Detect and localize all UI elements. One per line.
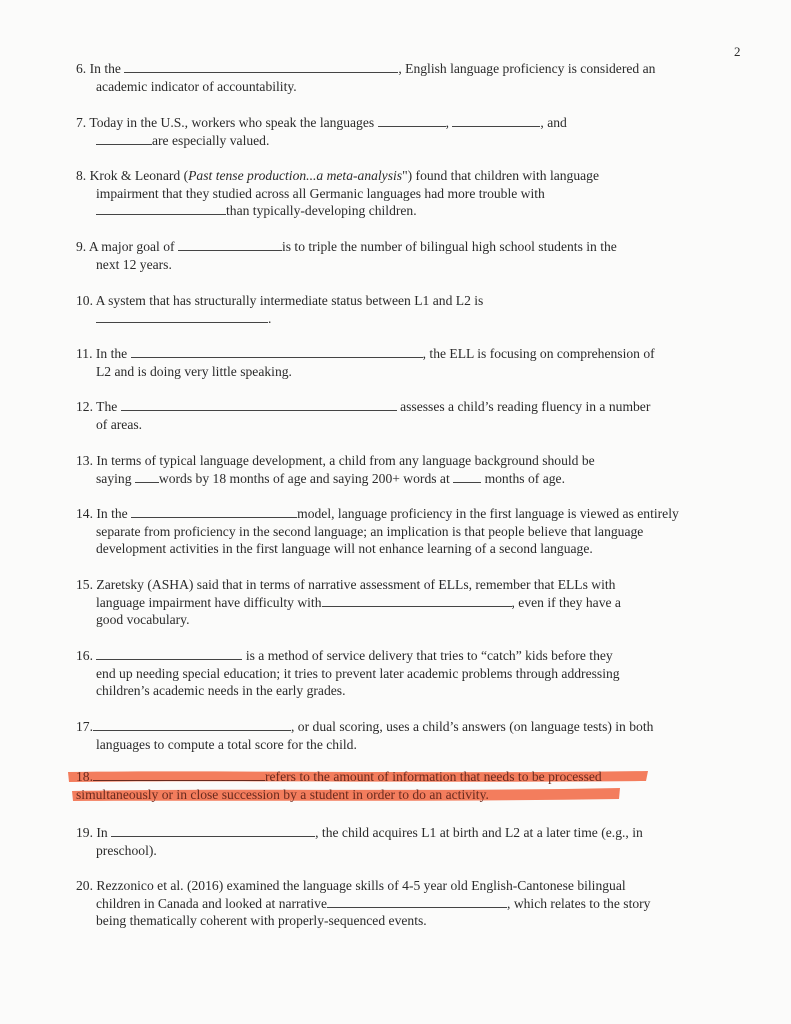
q18-blank[interactable] bbox=[93, 768, 265, 781]
q8-text-d: than typically-developing children. bbox=[226, 203, 417, 218]
q9-text-a: is to triple the number of bilingual high school students in the bbox=[281, 239, 617, 254]
q19-text-b: preschool). bbox=[96, 842, 157, 858]
question-7 bbox=[76, 114, 746, 149]
q20-text-d: being thematically coherent with properly-sequenced events. bbox=[96, 913, 427, 928]
q9-blank[interactable] bbox=[178, 238, 282, 251]
q7-text-c: are especially valued. bbox=[152, 132, 270, 148]
q17-blank[interactable] bbox=[93, 718, 291, 731]
q19-number: 19. In bbox=[76, 825, 108, 840]
q20-text-c: , which relates to the story bbox=[507, 895, 651, 911]
question-14 bbox=[76, 505, 746, 558]
q11-number: 11. In the bbox=[76, 346, 128, 361]
q10-text-a: 10. A system that has structurally intermediate status between L1 and L2 is bbox=[76, 293, 484, 308]
q6-text-a: , English language proficiency is considered an bbox=[398, 61, 656, 76]
q8-text-b: ") found that children with language bbox=[402, 168, 600, 183]
q10-text-b: . bbox=[268, 310, 272, 326]
question-8 bbox=[76, 167, 746, 220]
q8-text-a: 8. Krok & Leonard ( bbox=[76, 168, 189, 183]
question-10 bbox=[76, 292, 746, 327]
question-11 bbox=[76, 345, 746, 380]
q20-text-a: 20. Rezzonico et al. (2016) examined the language skills of 4-5 year old English-Cantonese bilingual bbox=[76, 878, 626, 893]
q9-text-b: next 12 years. bbox=[96, 256, 172, 272]
q9-number: 9. A major goal of bbox=[76, 239, 175, 254]
question-20 bbox=[76, 877, 746, 930]
q15-text-c: , even if they have a bbox=[511, 594, 621, 610]
q16-text-a: is a method of service delivery that tries to “catch” kids before they bbox=[245, 648, 613, 663]
q17-text-b: languages to compute a total score for the child. bbox=[96, 736, 357, 752]
q8-text-c: impairment that they studied across all Germanic languages had more trouble with bbox=[96, 185, 545, 201]
q12-blank[interactable] bbox=[121, 398, 397, 411]
q19-blank[interactable] bbox=[111, 824, 315, 837]
q15-blank[interactable] bbox=[322, 594, 512, 607]
page-number: 2 bbox=[734, 44, 741, 59]
q7-text-a: , bbox=[445, 115, 449, 130]
q14-blank[interactable] bbox=[131, 505, 297, 518]
question-9 bbox=[76, 238, 746, 273]
q12-number: 12. The bbox=[76, 399, 118, 414]
q13-blank-2[interactable] bbox=[453, 470, 481, 483]
q7-number: 7. Today in the U.S., workers who speak the languages bbox=[76, 115, 375, 130]
q14-number: 14. In the bbox=[76, 506, 128, 521]
q7-blank-3[interactable] bbox=[96, 132, 152, 145]
q18-number: 18. bbox=[76, 769, 93, 784]
q13-blank-1[interactable] bbox=[135, 470, 159, 483]
question-6 bbox=[76, 60, 746, 95]
q12-text-b: of areas. bbox=[96, 416, 143, 432]
q7-blank-1[interactable] bbox=[378, 114, 446, 127]
q6-text-b: academic indicator of accountability. bbox=[96, 78, 297, 94]
q17-text-a: , or dual scoring, uses a child’s answers (on language tests) in both bbox=[291, 719, 654, 734]
q13-text-b: saying bbox=[96, 470, 132, 486]
q15-text-d: good vocabulary. bbox=[96, 612, 190, 627]
q19-text-a: , the child acquires L1 at birth and L2 at a later time (e.g., in bbox=[315, 825, 643, 840]
q6-number: 6. In the bbox=[76, 61, 121, 76]
q7-blank-2[interactable] bbox=[452, 114, 540, 127]
q14-text-a: model, language proficiency in the first language is viewed as entirely bbox=[297, 506, 679, 521]
question-18 bbox=[76, 768, 696, 803]
q12-text-a: assesses a child’s reading fluency in a number bbox=[400, 399, 651, 414]
q14-text-c: development activities in the first language will not enhance learning of a second language. bbox=[96, 541, 593, 556]
question-17 bbox=[76, 718, 746, 753]
q20-text-b: children in Canada and looked at narrative bbox=[96, 895, 328, 911]
q11-text-a: , the ELL is focusing on comprehension of bbox=[422, 346, 655, 361]
question-12 bbox=[76, 398, 746, 433]
q18-text-a: refers to the amount of information that needs to be processed bbox=[265, 769, 602, 784]
q16-text-b: end up needing special education; it tries to prevent later academic problems through addressing bbox=[96, 665, 620, 681]
q18-text-b: simultaneously or in close succession by a student in order to do an activity. bbox=[76, 786, 489, 802]
question-19 bbox=[76, 824, 746, 859]
q16-text-c: children’s academic needs in the early grades. bbox=[96, 683, 346, 698]
q6-blank[interactable] bbox=[124, 60, 398, 73]
q13-text-c: words by 18 months of age and saying 200+ words at bbox=[158, 470, 450, 486]
question-13 bbox=[76, 452, 746, 487]
q15-text-a: 15. Zaretsky (ASHA) said that in terms of narrative assessment of ELLs, remember that ELLs with bbox=[76, 577, 616, 592]
q16-number: 16. bbox=[76, 648, 93, 663]
q8-article-title: Past tense production...a meta-analysis bbox=[188, 168, 403, 183]
q14-text-b: separate from proficiency in the second language; an implication is that people believe that language bbox=[96, 523, 644, 539]
q8-blank[interactable] bbox=[96, 202, 226, 215]
q13-text-a: 13. In terms of typical language development, a child from any language background should be bbox=[76, 453, 595, 468]
q13-text-d: months of age. bbox=[484, 470, 565, 486]
question-16 bbox=[76, 647, 746, 700]
q10-blank[interactable] bbox=[96, 310, 268, 323]
q11-blank[interactable] bbox=[131, 345, 423, 358]
q15-text-b: language impairment have difficulty with bbox=[96, 594, 322, 610]
q7-text-b: , and bbox=[540, 115, 567, 130]
q11-text-b: L2 and is doing very little speaking. bbox=[96, 363, 292, 379]
question-15 bbox=[76, 576, 746, 629]
q20-blank[interactable] bbox=[327, 895, 507, 908]
q16-blank[interactable] bbox=[96, 647, 242, 660]
q17-number: 17. bbox=[76, 719, 93, 734]
